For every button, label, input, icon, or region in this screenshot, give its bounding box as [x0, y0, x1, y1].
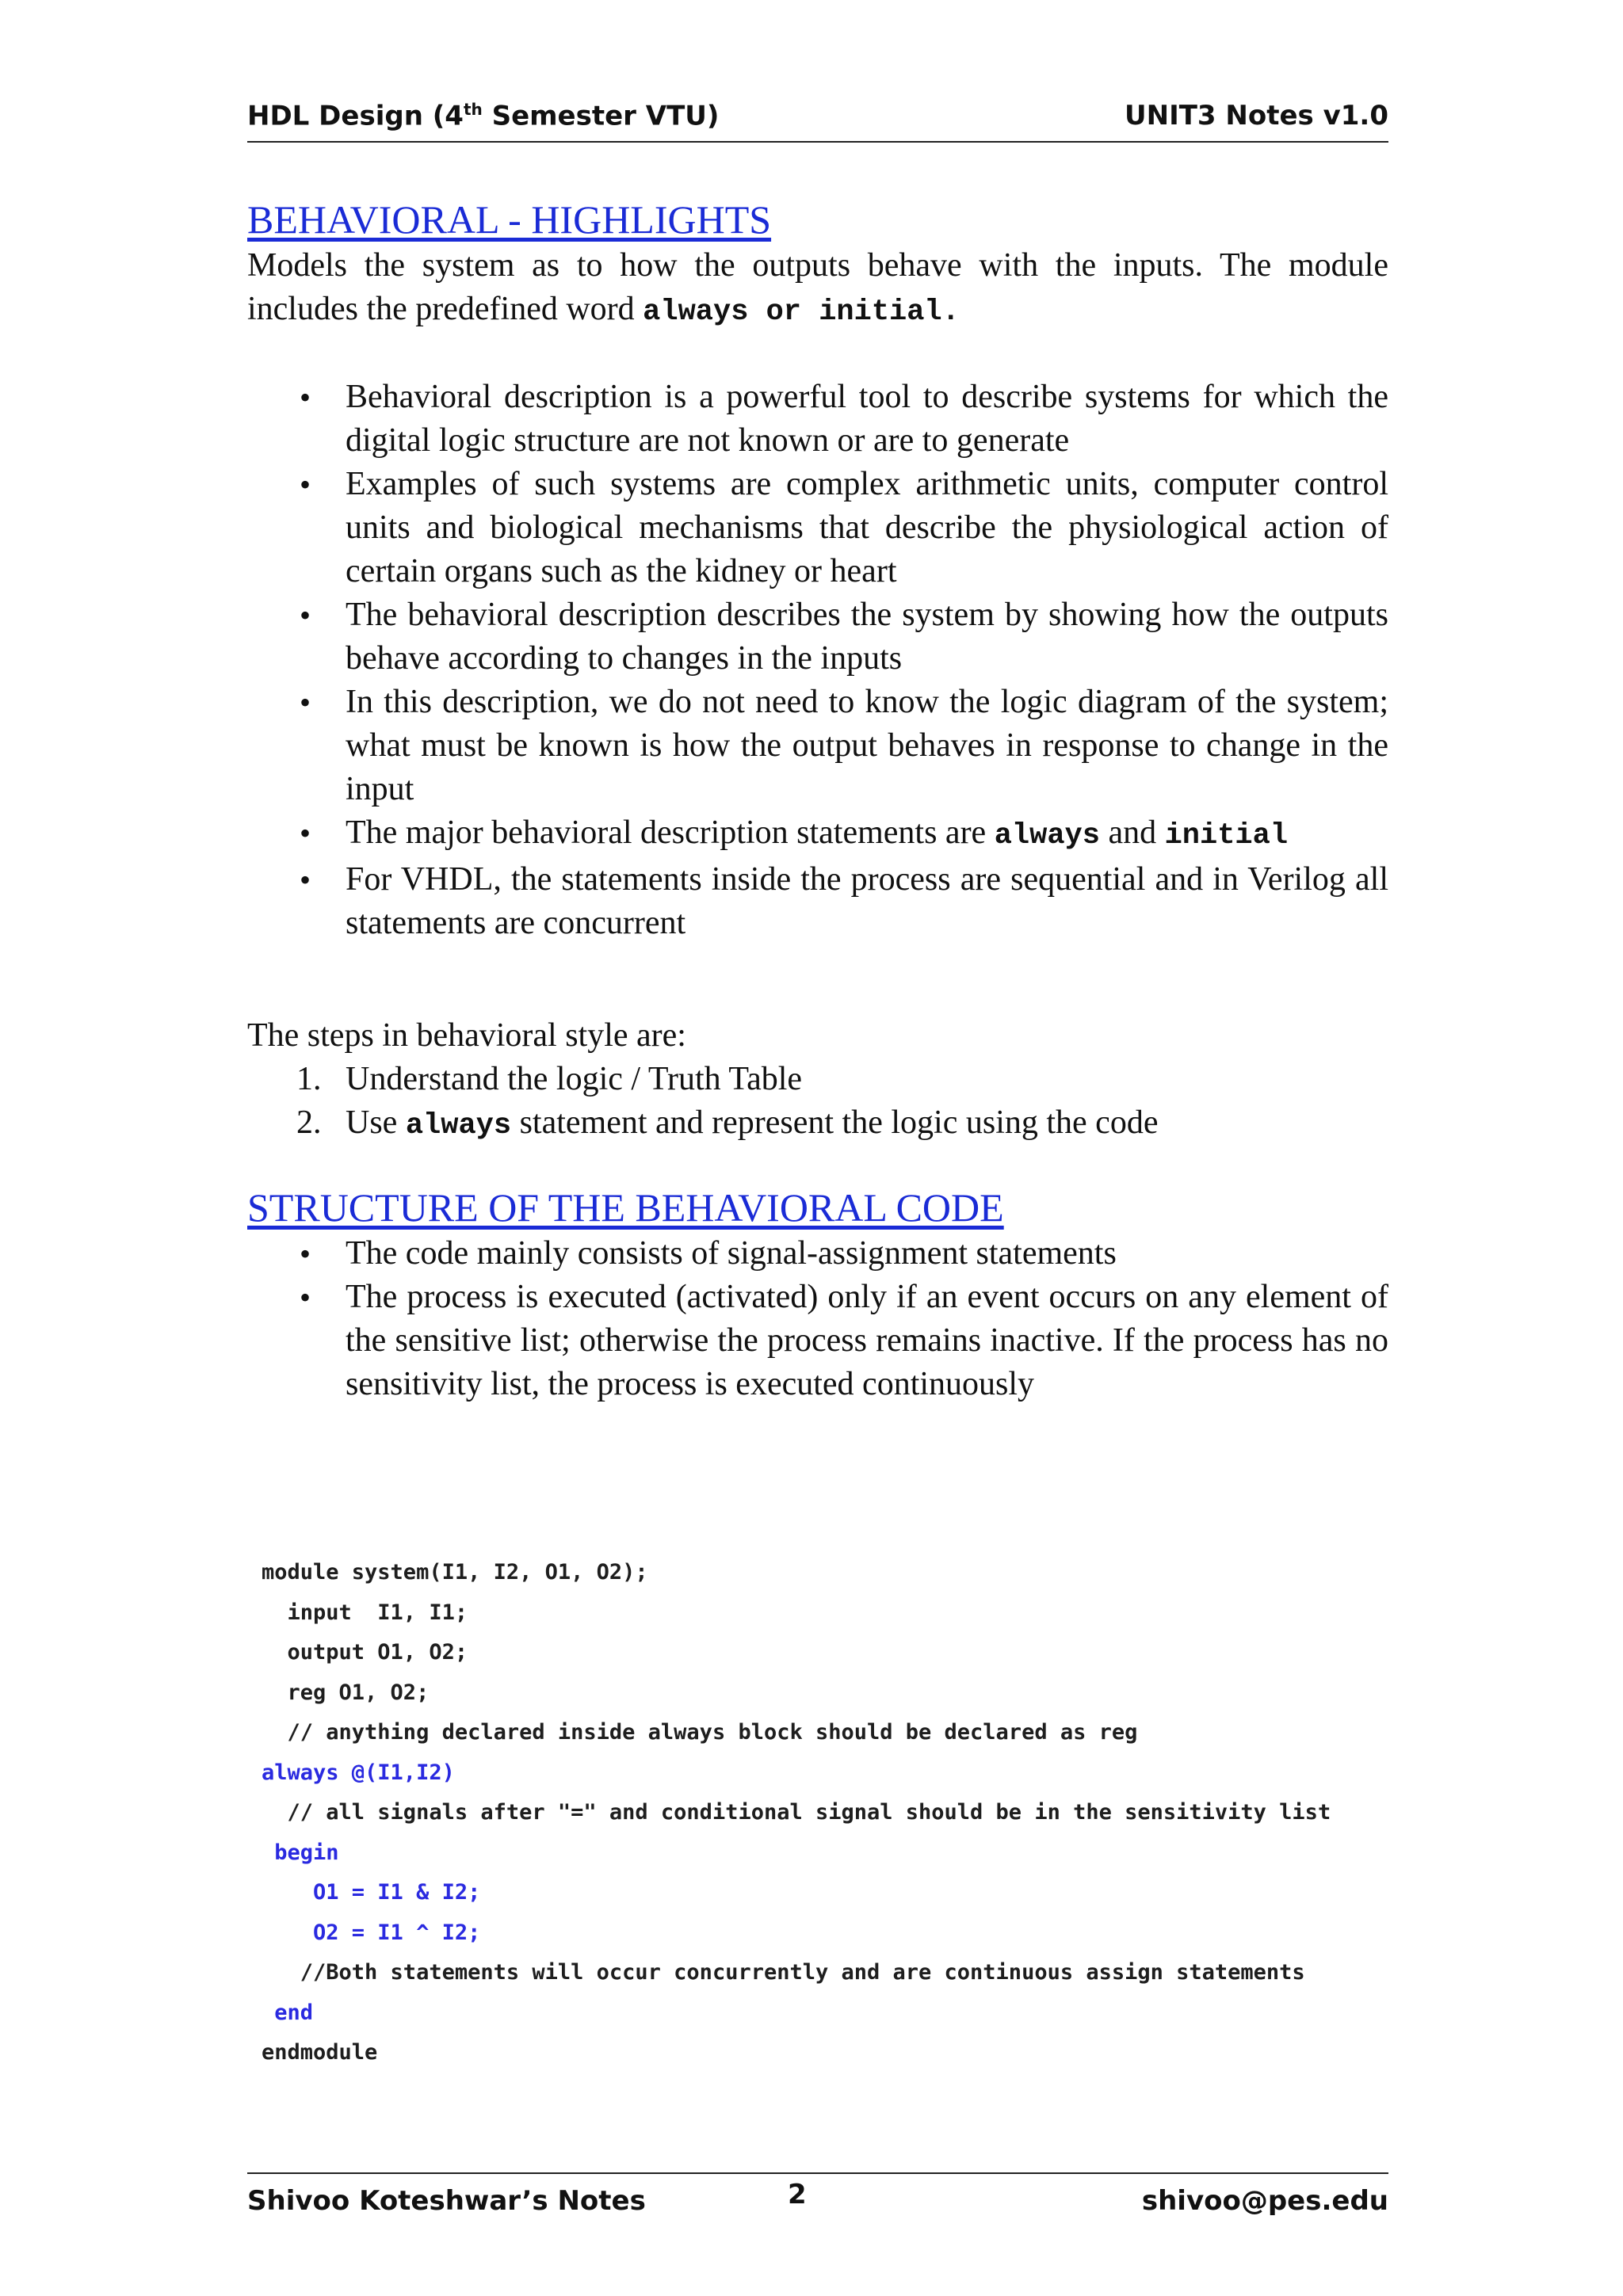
- code-line: // anything declared inside always block should be declared as reg: [262, 1720, 1138, 1745]
- list-item-text: Behavioral description is a powerful tool to describe systems for which the digital logic structure are not known or are to generate: [346, 379, 1388, 459]
- list-item: [247, 593, 1388, 681]
- section-title-structure: STRUCTURE OF THE BEHAVIORAL CODE: [247, 1185, 1004, 1230]
- footer-page-number: 2: [788, 2179, 807, 2210]
- list-item-text: In this description, we do not need to know the logic diagram of the system; what must be known is how the output behaves in response to change in the input: [346, 684, 1388, 807]
- code-line: reg O1, O2;: [262, 1680, 430, 1705]
- document-page: [247, 0, 1388, 2296]
- bullet-icon: •: [300, 1236, 311, 1272]
- keyword-initial: initial: [1164, 819, 1289, 852]
- code-line: begin: [262, 1840, 339, 1865]
- list-item-text: The major behavioral description statements are: [346, 814, 995, 851]
- list-item: [247, 858, 1388, 945]
- code-line: module system(I1, I2, O1, O2);: [262, 1560, 648, 1585]
- step-text: Use: [346, 1104, 406, 1141]
- code-line: output O1, O2;: [262, 1640, 468, 1665]
- code-line: endmodule: [262, 2040, 378, 2065]
- header-course-title: [247, 100, 719, 132]
- page-header: [247, 93, 1388, 143]
- bullet-icon: •: [300, 1280, 311, 1315]
- intro-paragraph: [247, 244, 1388, 334]
- code-line: //Both statements will occur concurrently and are continuous assign statements: [262, 1960, 1305, 1985]
- bullet-icon: •: [300, 685, 311, 720]
- header-course-sup: th: [463, 100, 483, 119]
- list-item: [247, 1276, 1388, 1406]
- header-unit-label: UNIT3 Notes v1.0: [1125, 100, 1388, 132]
- list-item: [247, 681, 1388, 811]
- bullet-icon: •: [300, 467, 311, 502]
- code-line: O1 = I1 & I2;: [262, 1880, 481, 1905]
- footer-author: Shivoo Koteshwar’s Notes: [247, 2185, 646, 2217]
- list-item: [247, 1101, 1388, 1148]
- list-item-text: and: [1099, 814, 1165, 851]
- list-item-text: For VHDL, the statements inside the process are sequential and in Verilog all statements are concurrent: [346, 861, 1388, 941]
- verilog-code-block: [262, 1553, 1331, 2073]
- intro-code: always or initial.: [643, 296, 960, 329]
- structure-list: [247, 1232, 1388, 1406]
- list-item: [247, 1232, 1388, 1276]
- step-number: 2.: [296, 1104, 322, 1141]
- step-text: Understand the logic / Truth Table: [346, 1061, 803, 1097]
- list-item: [247, 1058, 1388, 1101]
- list-item-text: The behavioral description describes the system by showing how the outputs behave according to changes in the inputs: [346, 597, 1388, 677]
- footer-email: shivoo@pes.edu: [1141, 2185, 1388, 2217]
- steps-intro: The steps in behavioral style are:: [247, 1017, 686, 1054]
- section-title-behavioral-highlights: BEHAVIORAL - HIGHLIGHTS: [247, 197, 772, 242]
- code-line: input I1, I1;: [262, 1600, 468, 1625]
- header-course-prefix: HDL Design (4: [247, 100, 464, 132]
- list-item: [247, 811, 1388, 858]
- step-number: 1.: [296, 1061, 322, 1097]
- header-course-suffix: Semester VTU): [482, 100, 720, 132]
- list-item-text: The process is executed (activated) only if an event occurs on any element of the sensitive list; otherwise the process remains inactive. If the process has no sensitivity list, the process is executed continuously: [346, 1279, 1388, 1402]
- code-line: // all signals after "=" and conditional signal should be in the sensitivity list: [262, 1800, 1331, 1825]
- steps-list: [247, 1058, 1388, 1148]
- code-line: end: [262, 2000, 314, 2025]
- list-item-text: The code mainly consists of signal-assignment statements: [346, 1235, 1117, 1272]
- step-text: statement and represent the logic using the code: [511, 1104, 1159, 1141]
- highlights-list: [247, 376, 1388, 945]
- list-item: [247, 463, 1388, 593]
- page-footer: [247, 2172, 1388, 2229]
- code-line: O2 = I1 ^ I2;: [262, 1920, 481, 1945]
- bullet-icon: •: [300, 815, 311, 851]
- intro-text: Models the system as to how the outputs behave with the inputs. The module includes the predefined word: [247, 247, 1388, 327]
- keyword-always: always: [405, 1109, 512, 1142]
- bullet-icon: •: [300, 379, 311, 415]
- bullet-icon: •: [300, 597, 311, 633]
- bullet-icon: •: [300, 862, 311, 898]
- code-line: always @(I1,I2): [262, 1760, 455, 1785]
- list-item-text: Examples of such systems are complex arithmetic units, computer control units and biological mechanisms that describe the physiological action of certain organs such as the kidney or heart: [346, 466, 1388, 589]
- keyword-always: always: [994, 819, 1100, 852]
- list-item: [247, 376, 1388, 463]
